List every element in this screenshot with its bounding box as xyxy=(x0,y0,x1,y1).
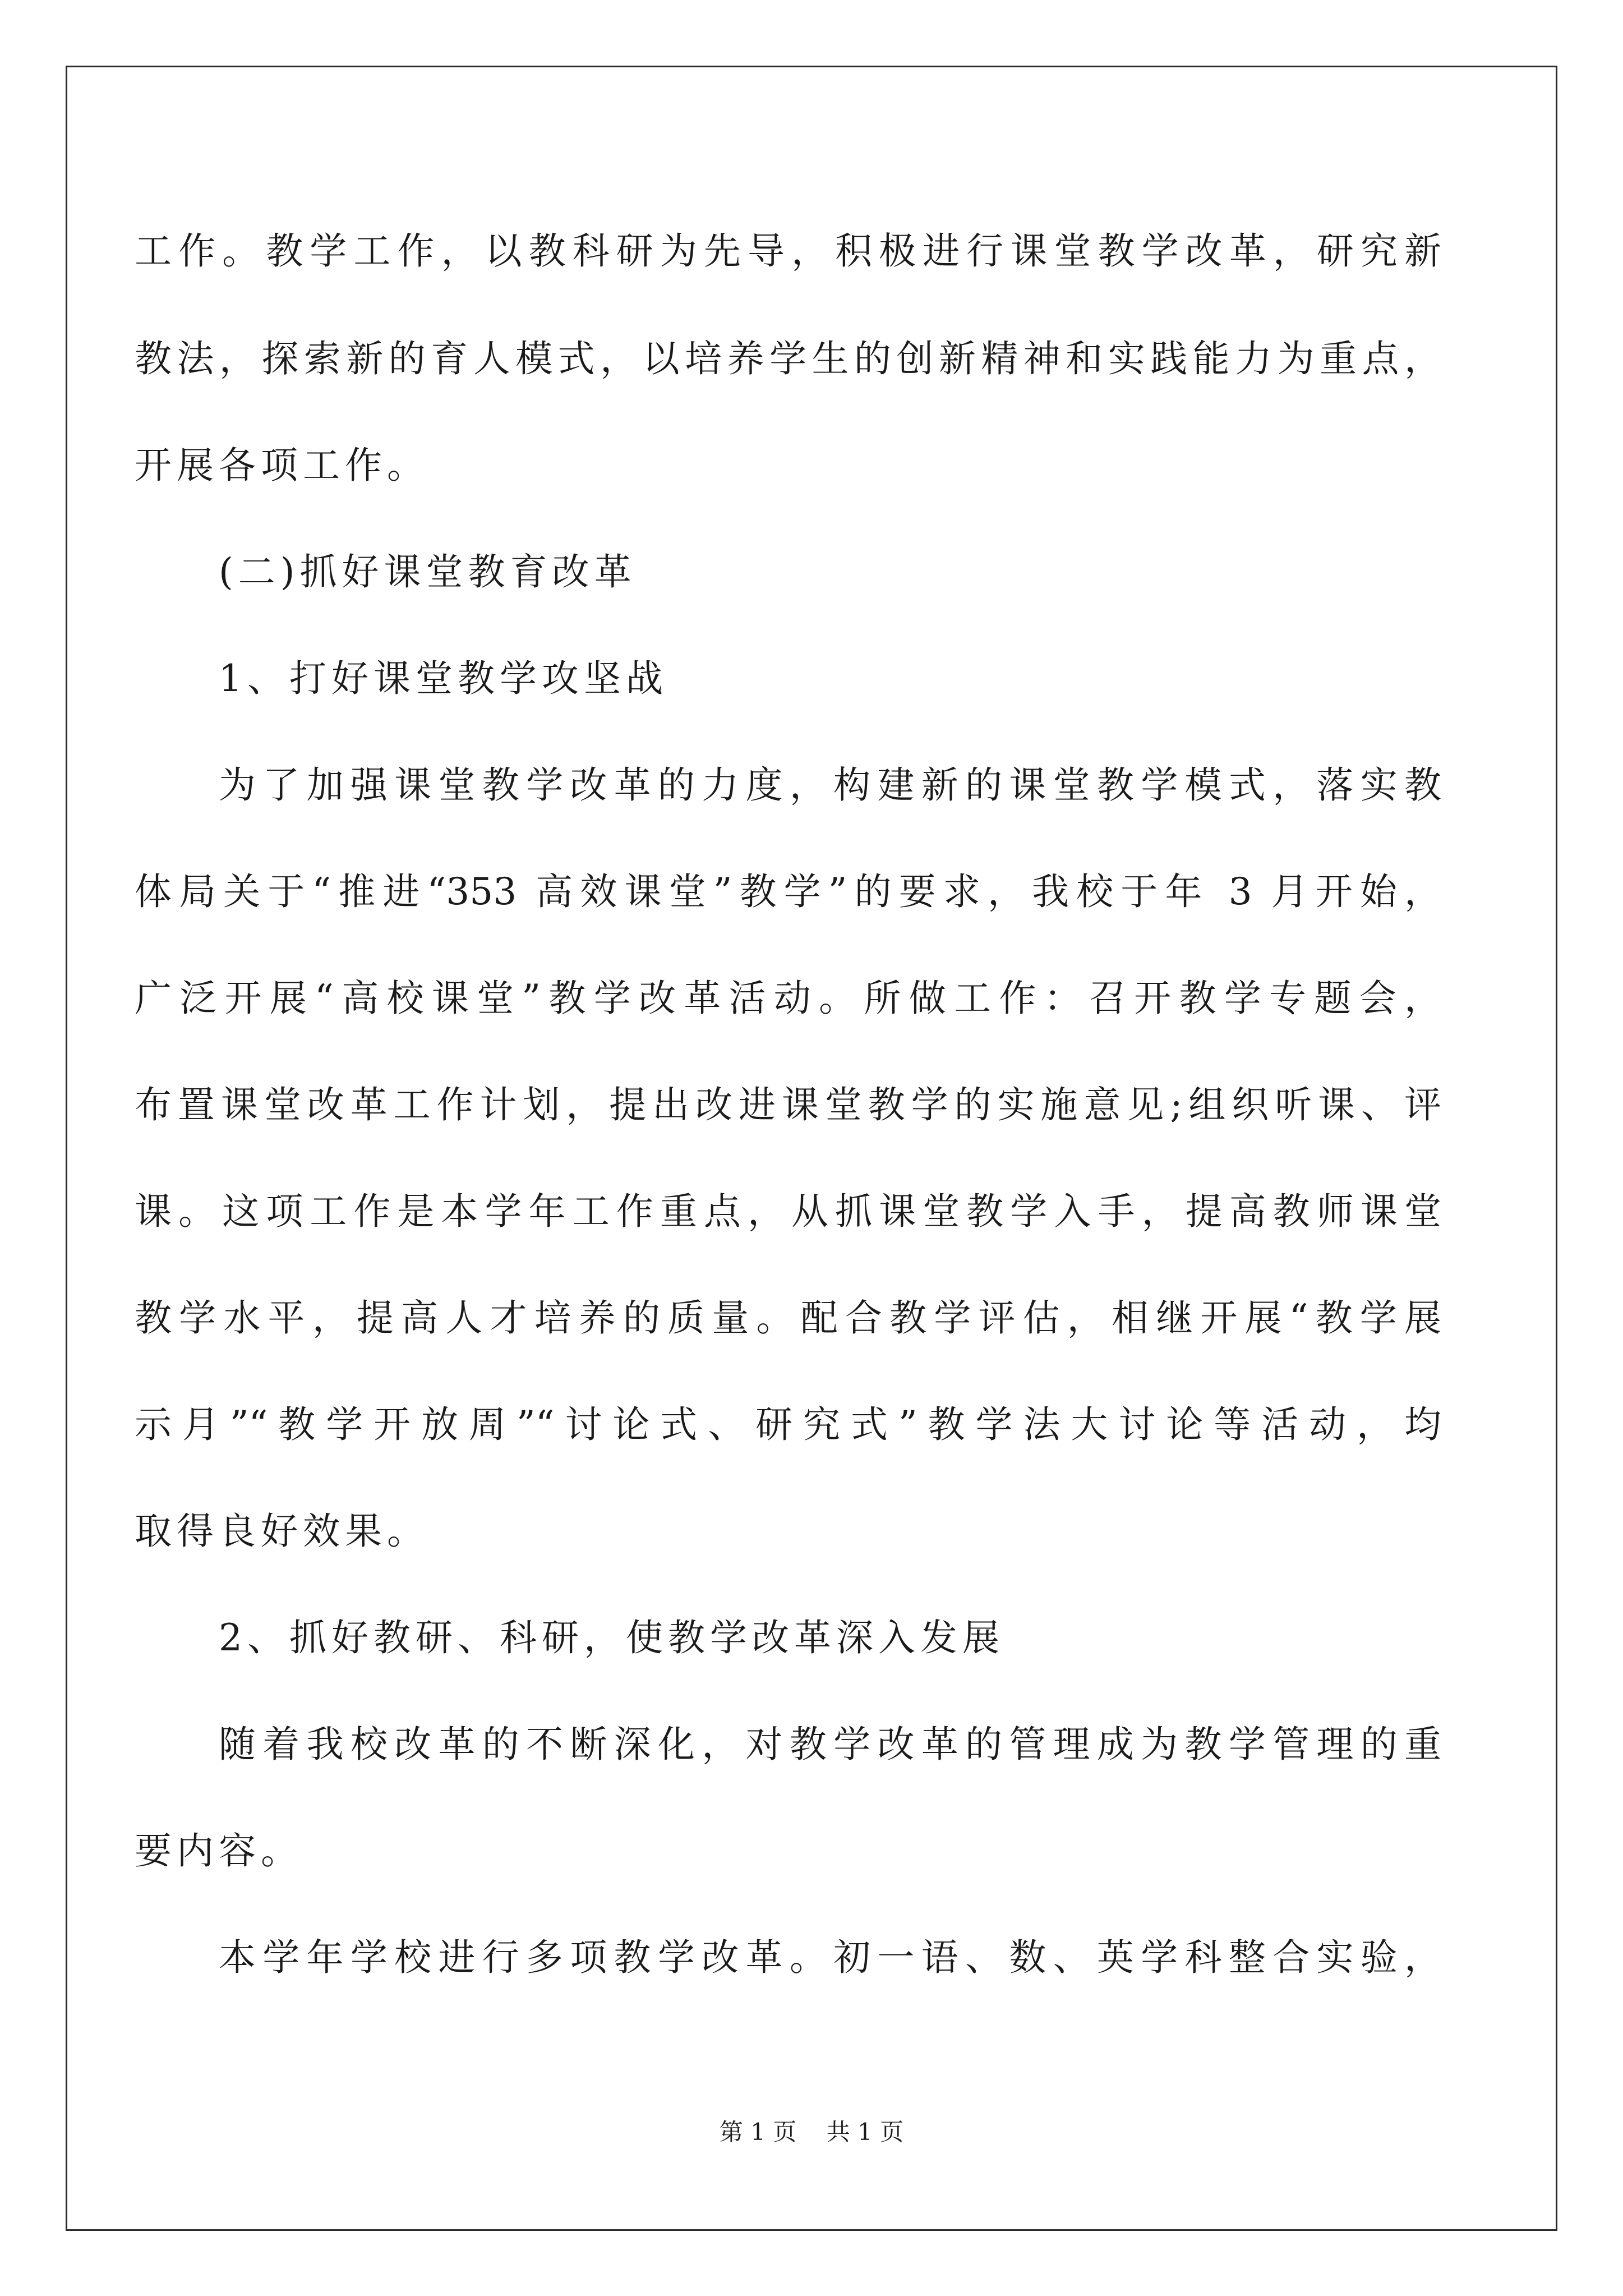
paragraph-line: 教法，探索新的育人模式，以培养学生的创新精神和实践能力为重点， xyxy=(135,337,1441,380)
paragraph-line: 工作。教学工作，以教科研为先导，积极进行课堂教学改革，研究新 xyxy=(135,229,1441,273)
section-heading: (二)抓好课堂教育改革 xyxy=(219,550,637,593)
page-number-footer: 第 1 页 共 1 页 xyxy=(719,2118,904,2146)
subsection-heading: 2、抓好教研、科研，使教学改革深入发展 xyxy=(219,1616,1004,1659)
paragraph-line: 课。这项工作是本学年工作重点，从抓课堂教学入手，提高教师课堂 xyxy=(135,1190,1441,1233)
paragraph-line: 布置课堂改革工作计划，提出改进课堂教学的实施意见;组织听课、评 xyxy=(135,1083,1441,1126)
paragraph-line: 为了加强课堂教学改革的力度，构建新的课堂教学模式，落实教 xyxy=(219,763,1441,807)
paragraph-line: 取得良好效果。 xyxy=(135,1510,429,1553)
paragraph-line: 开展各项工作。 xyxy=(135,444,429,487)
paragraph-line: 教学水平，提高人才培养的质量。配合教学评估，相继开展“教学展 xyxy=(135,1296,1441,1340)
paragraph-line: 本学年学校进行多项教学改革。初一语、数、英学科整合实验， xyxy=(219,1936,1441,1979)
paragraph-line: 示月”“教学开放周”“讨论式、研究式”教学法大讨论等活动，均 xyxy=(135,1403,1441,1446)
paragraph-line: 要内容。 xyxy=(135,1829,303,1872)
page-border xyxy=(66,66,1557,2231)
paragraph-line: 体局关于“推进“353 高效课堂”教学”的要求，我校于年 3 月开始， xyxy=(135,870,1441,913)
paragraph-line: 广泛开展“高校课堂”教学改革活动。所做工作：召开教学专题会， xyxy=(135,977,1441,1020)
subsection-heading: 1、打好课堂教学攻坚战 xyxy=(219,657,668,700)
paragraph-line: 随着我校改革的不断深化，对教学改革的管理成为教学管理的重 xyxy=(219,1723,1441,1766)
